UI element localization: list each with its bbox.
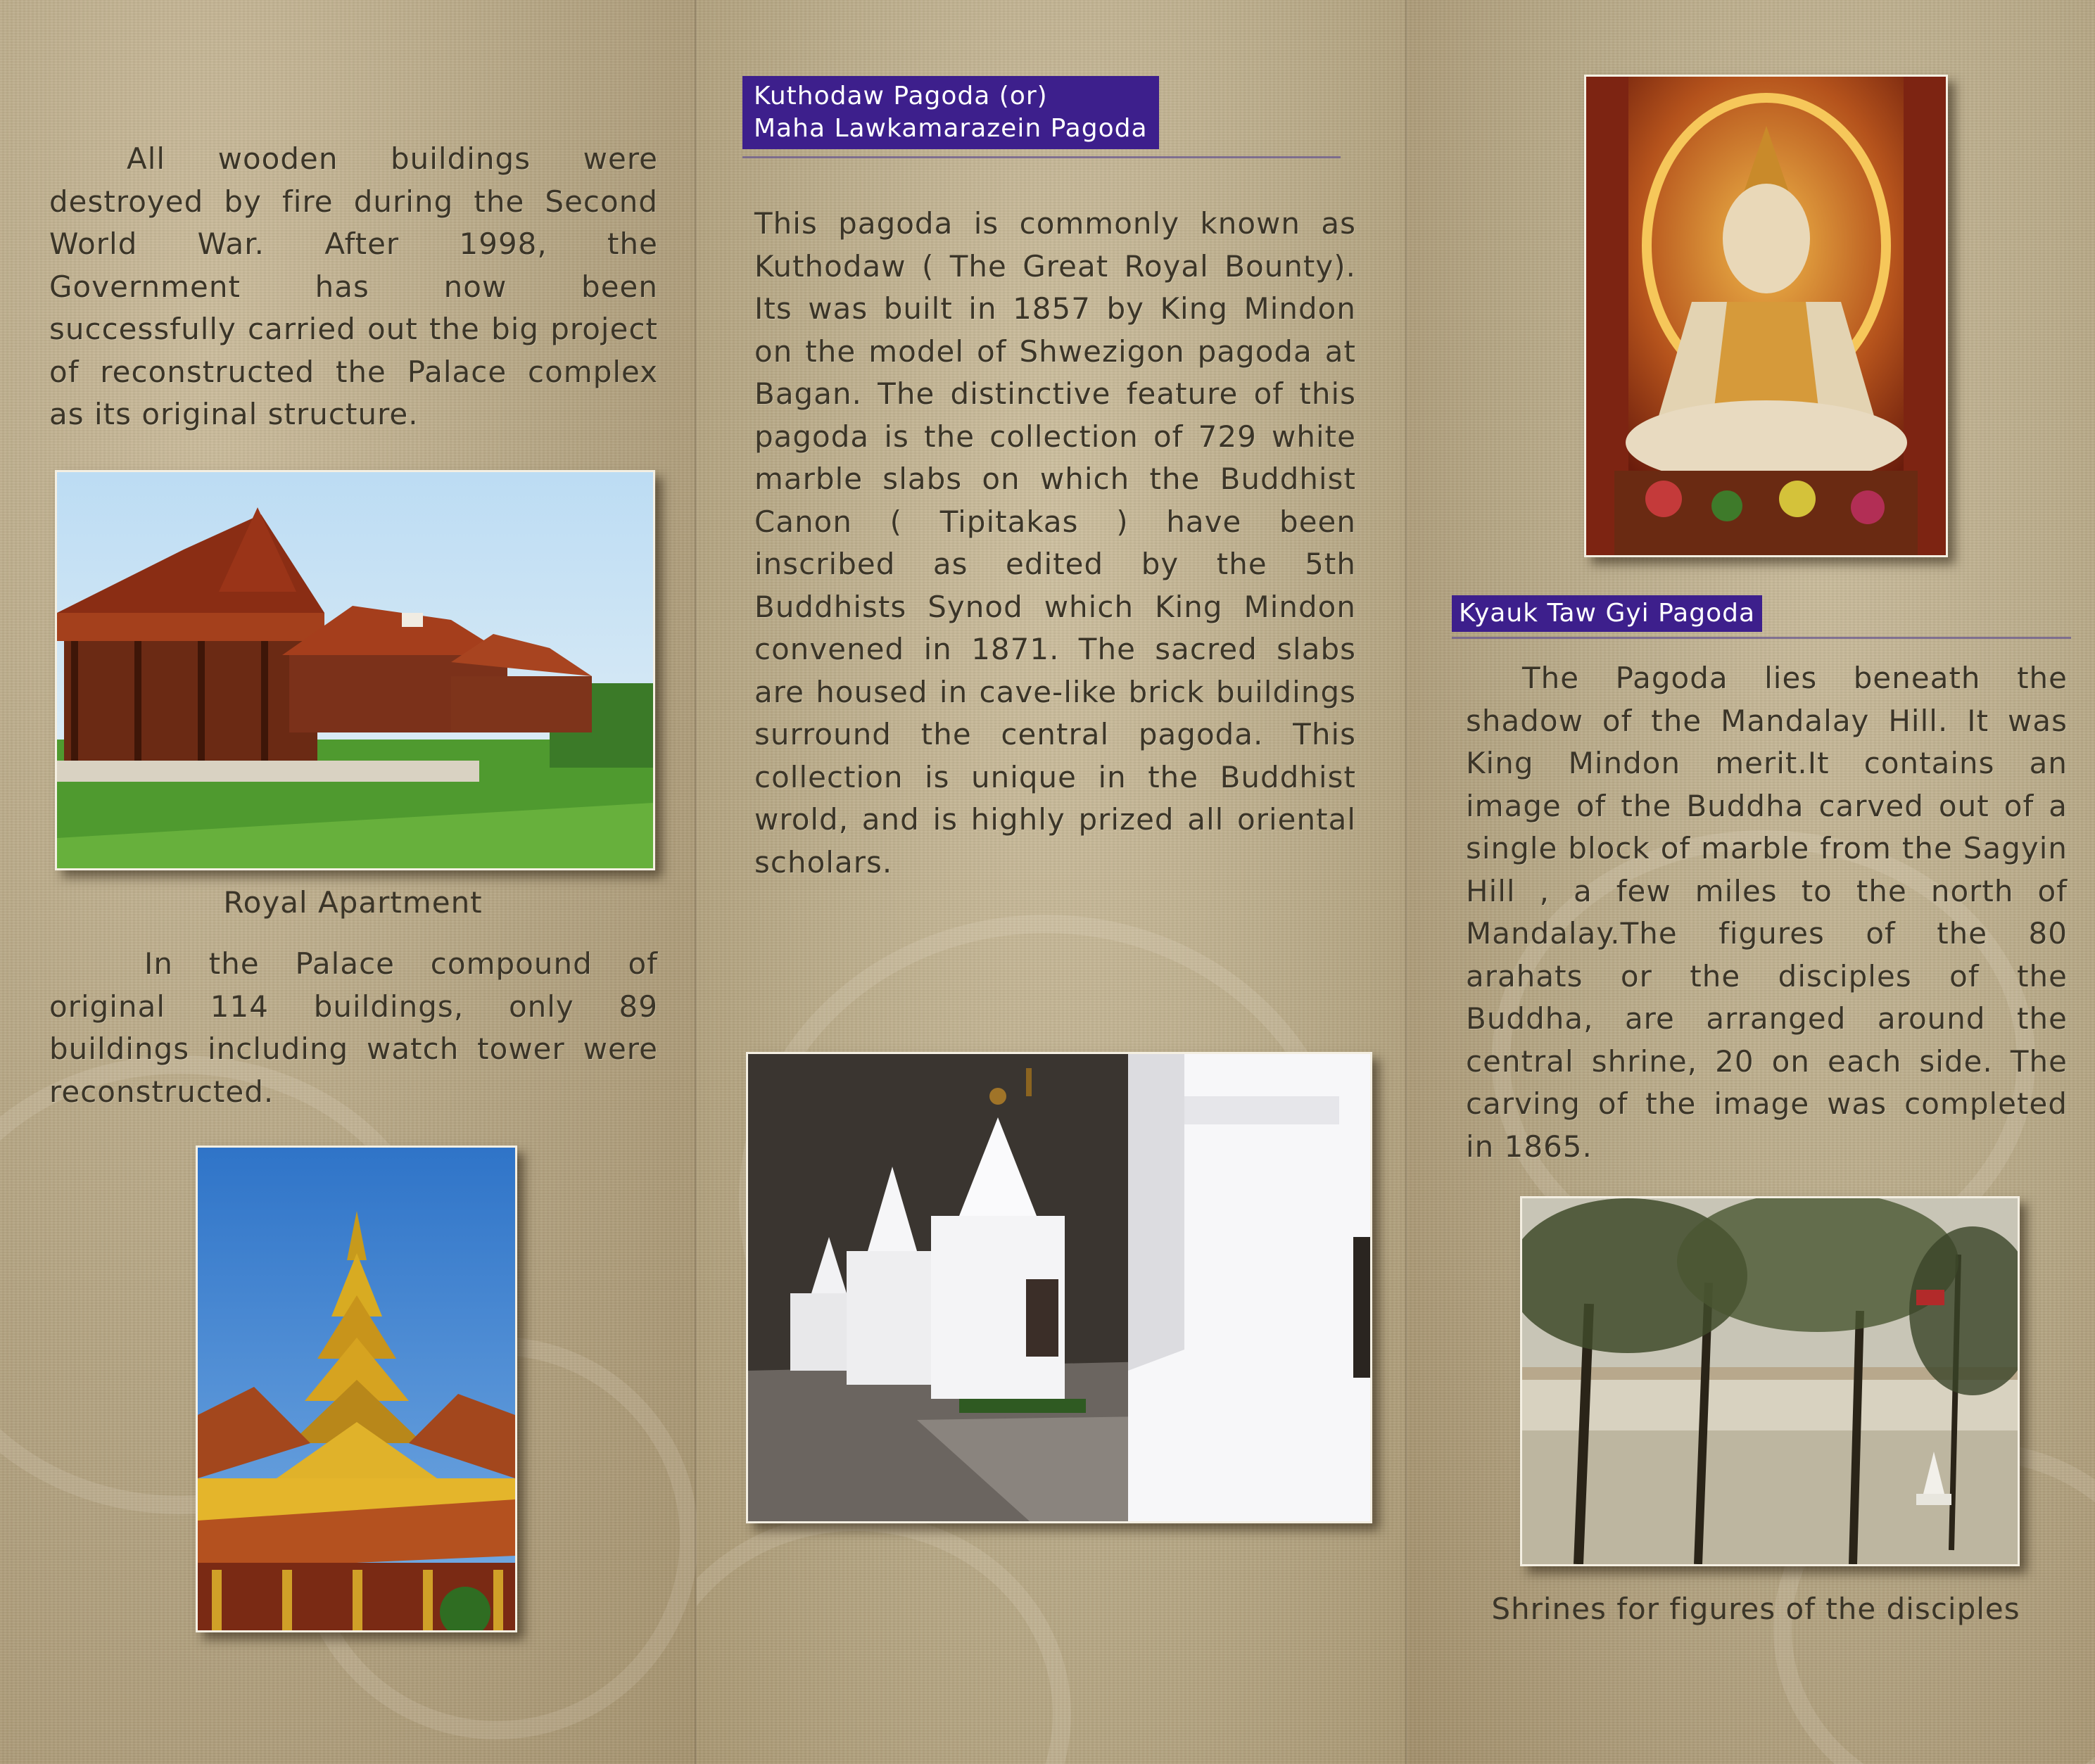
background-swirl xyxy=(697,1513,1071,1764)
kuthodaw-heading xyxy=(742,76,1159,149)
kyauk-taw-gyi-heading: Kyauk Taw Gyi Pagoda xyxy=(1452,595,1762,632)
intro-paragraph: All wooden buildings were destroyed by fire during the Second World War. After 1998, the Government has now been successfully carried out the big project of reconstructed the Palace complex as its original structure. xyxy=(49,141,658,431)
disciples-shrines-caption: Shrines for figures of the disciples xyxy=(1491,1592,2020,1626)
heading-rule xyxy=(1452,637,2071,639)
buddha-image-photo xyxy=(1584,75,1948,557)
kuthodaw-paragraph: This pagoda is commonly known as Kuthodaw ( The Great Royal Bounty). Its was built in 1857 by King Mindon on the model of Shwezigon pagoda at Bagan. The distinctive feature of this pagoda is the collection of 729 white marble slabs on which the Buddhist Canon ( Tipitakas ) have been inscribed as edited by the 5th Buddhists Synod which King Mindon convened in 1871. The sacred slabs are housed in cave-like brick buildings surround the central pagoda. This collection is unique in the Buddhist wrold, and is highly prized all oriental scholars. xyxy=(754,206,1356,880)
right-panel xyxy=(1407,0,2095,1764)
watch-tower-photo xyxy=(196,1146,517,1632)
kuthodaw-heading-line2: Maha Lawkamarazein Pagoda xyxy=(754,114,1148,143)
middle-panel xyxy=(697,0,1407,1764)
compound-paragraph: In the Palace compound of original 114 buildings, only 89 buildings including watch tower were reconstructed. xyxy=(49,946,658,1109)
left-panel xyxy=(0,0,697,1764)
kyauk-taw-gyi-paragraph: The Pagoda lies beneath the shadow of the Mandalay Hill. It was King Mindon merit.It contains an image of the Buddha carved out of a single block of marble from the Sagyin Hill , a few miles to the north of Mandalay.The figures of the 80 arahats or the disciples of the Buddha, are arranged around the central shrine, 20 on each side. The carving of the image was completed in 1865. xyxy=(1466,661,2068,1164)
kuthodaw-shrines-photo xyxy=(746,1052,1372,1523)
heading-rule xyxy=(742,156,1341,158)
kuthodaw-heading-line1: Kuthodaw Pagoda (or) xyxy=(754,82,1048,110)
royal-apartment-caption: Royal Apartment xyxy=(223,885,483,920)
royal-apartment-photo xyxy=(55,470,655,870)
disciples-shrines-photo xyxy=(1520,1196,2020,1566)
